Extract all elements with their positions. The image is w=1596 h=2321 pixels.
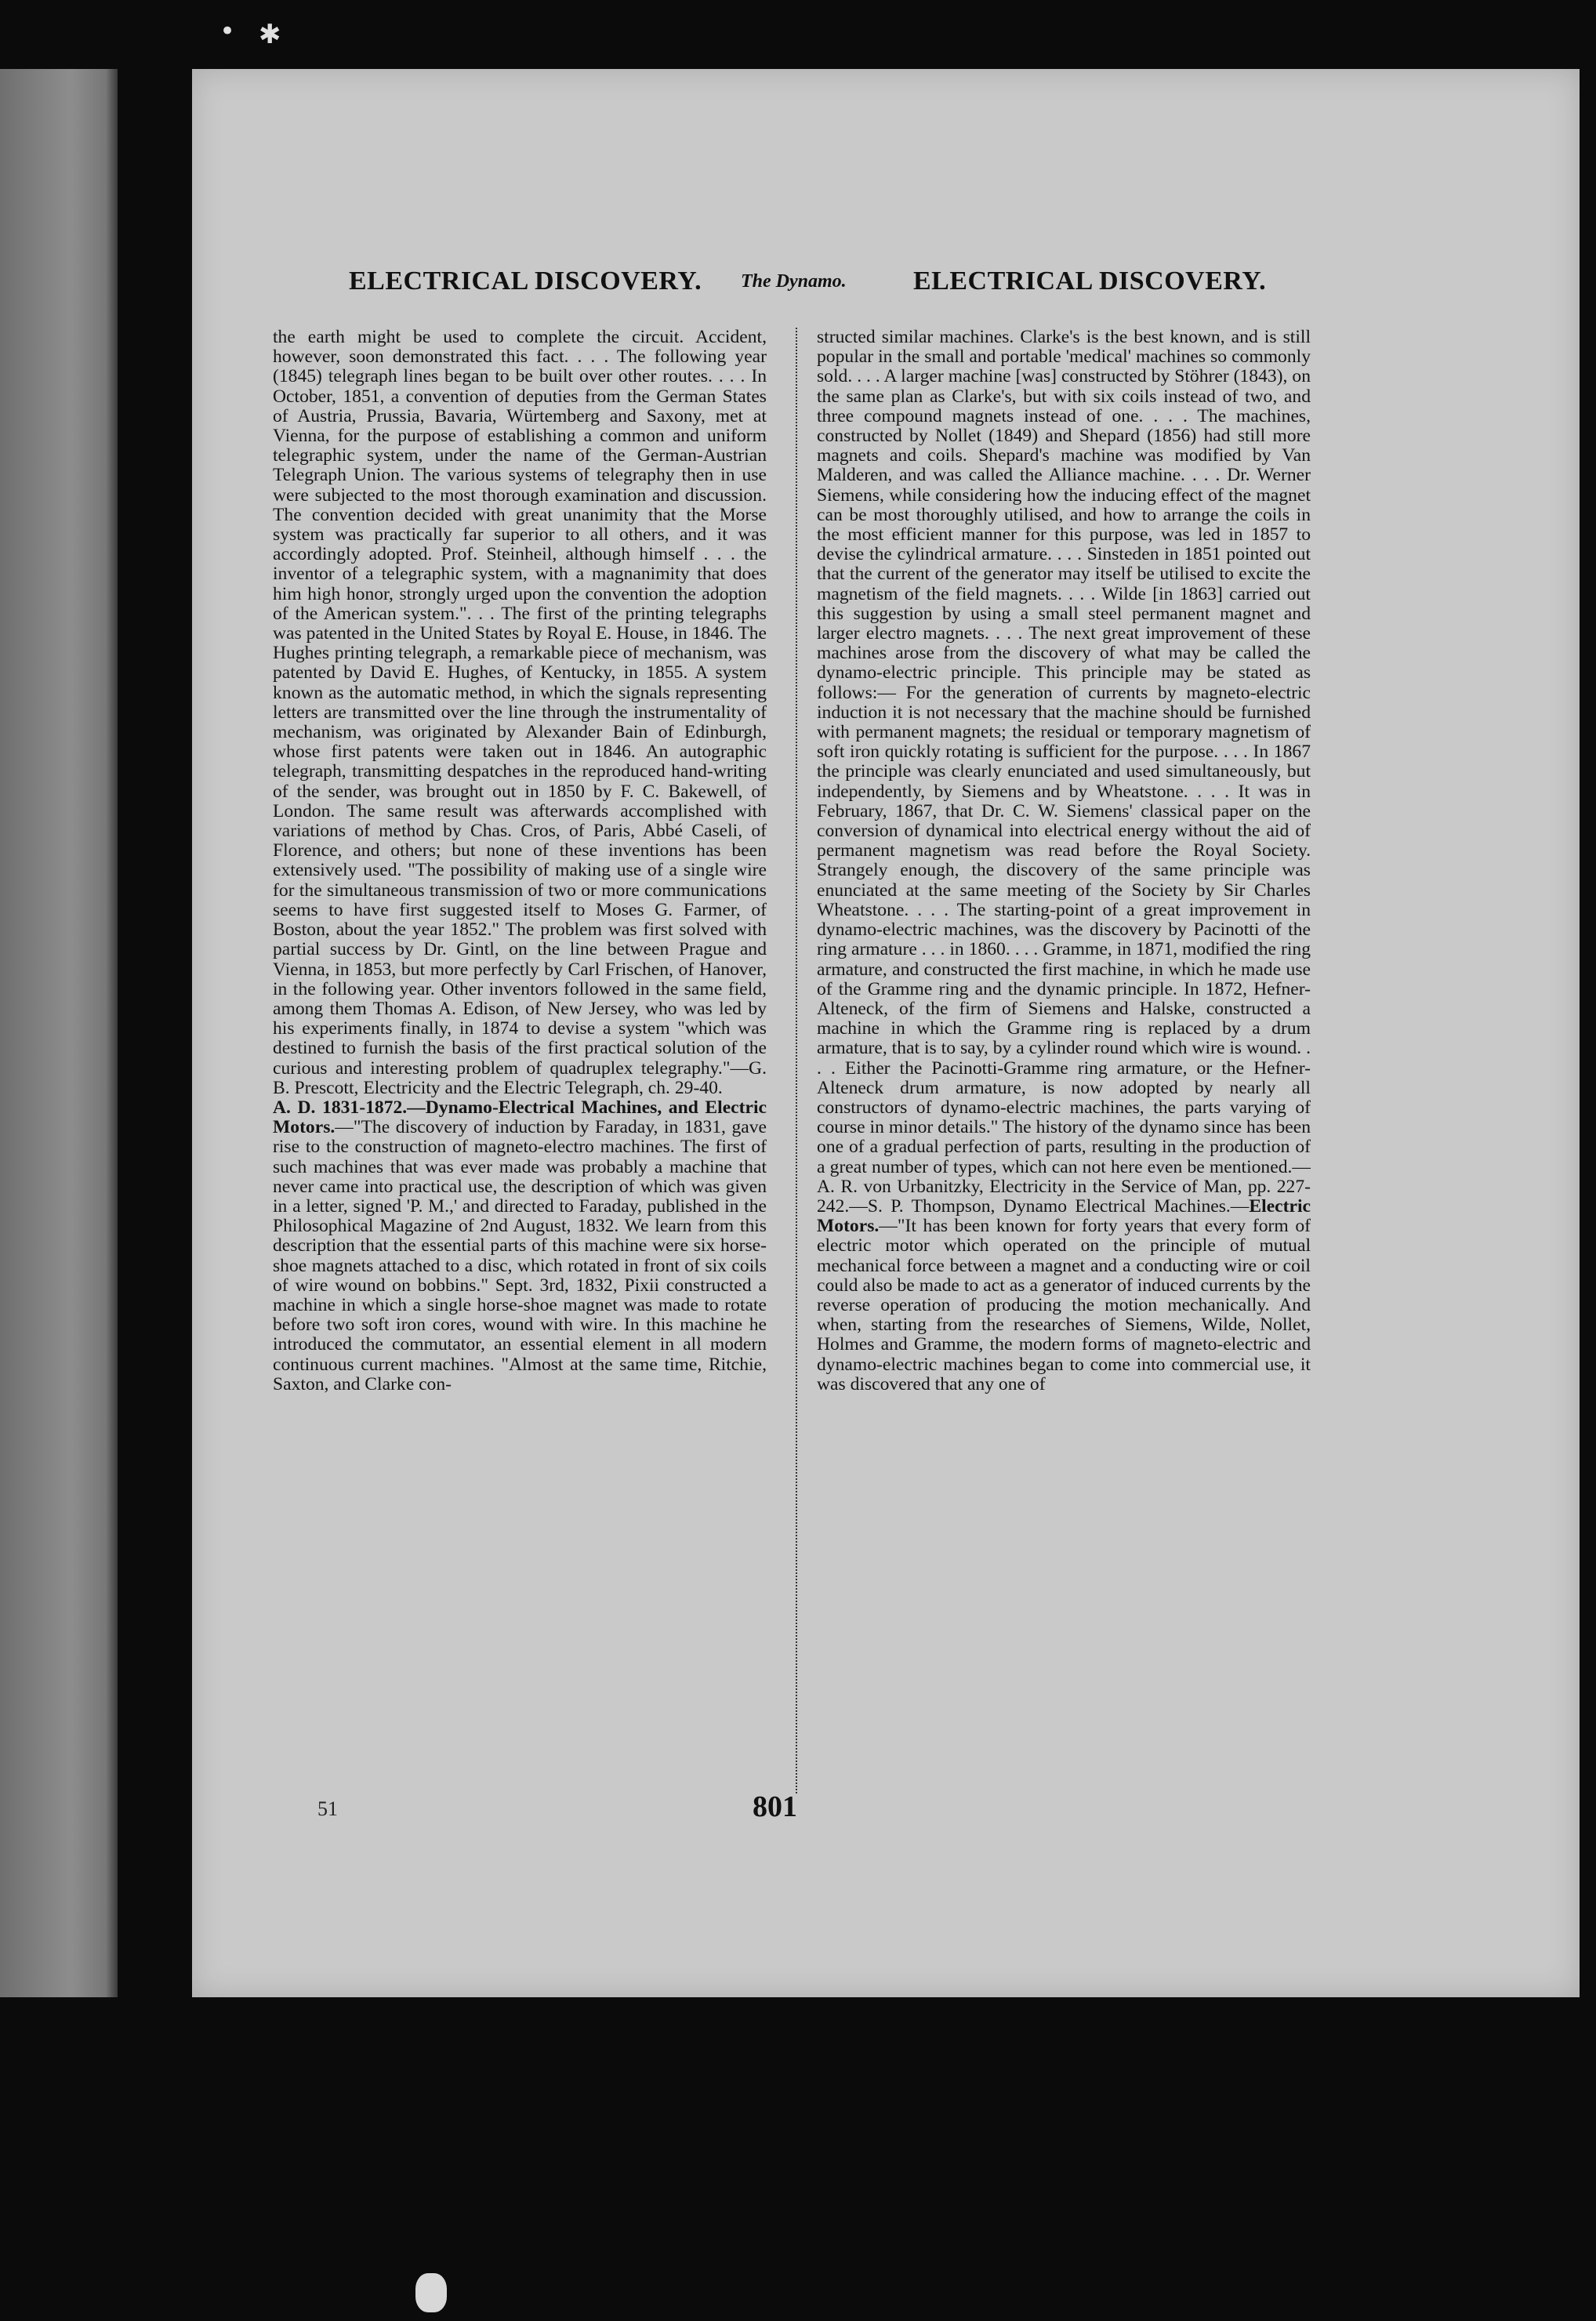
signature-mark: 51 (317, 1797, 338, 1820)
entry-heading-motors: Electric Motors. (817, 1195, 1311, 1237)
entry-heading-dynamo: A. D. 1831-1872.—Dynamo-Electrical Machines, and Electric Motors. (273, 1097, 767, 1138)
scan-artifact-mark: ✱ (259, 19, 281, 50)
header-left-title: ELECTRICAL DISCOVERY. (349, 267, 702, 296)
left-column-body-2: —"The discovery of induction by Faraday, in 1831, gave rise to the construction of magneto-electro machines. The first of such machines that was ever made was probably a machine that never came into practical use, the description of which was given in a letter, signed 'P. M.,' and directed to Faraday, published in the Philosophical Magazine of 2nd August, 1832. We learn from this description that the essential parts of this machine were six horse-shoe magnets attached to a disc, which rotated in front of six coils of wire wound on bobbins." Sept. 3rd, 1832, Pixii constructed a machine in which a single horse-shoe magnet was made to rotate before two soft iron cores, wound with wire. In this machine he introduced the commutator, an essential element in all modern continuous current machines. "Almost at the same time, Ritchie, Saxton, and Clarke con- (273, 1117, 767, 1394)
header-center-subject: The Dynamo. (741, 271, 847, 292)
right-column-body: structed similar machines. Clarke's is the best known, and is still popular in the small and portable 'medical' machines so commonly sold. . . . A larger machine [was] constructed by Stöhrer (1843), on the same plan as Clarke's, but with six coils instead of two, and three compound magnets instead of one. . . . The machines, constructed by Nollet (1849) and Shepard (1856) had still more magnets and coils. Shepard's machine was modified by Van Malderen, and was called the Alliance machine. . . . Dr. Werner Siemens, while considering how the inducing effect of the magnet can be most thoroughly utilised, and how to arrange the coils in the most efficient manner for this purpose, was led in 1857 to devise the cylindrical armature. . . . Sinsteden in 1851 pointed out that the current of the generator may itself be utilised to excite the magnetism of the field magnets. . . . Wilde [in 1863] carried out this suggestion by using a small steel permanent magnet and larger electro magnets. . . . The next great improvement of these machines arose from the discovery of what may be called the dynamo-electric principle. This principle may be stated as follows:— For the generation of currents by magneto-electric induction it is not necessary that the machine should be furnished with permanent magnets; the residual or temporary magnetism of soft iron quickly rotating is sufficient for the purpose. . . . In 1867 the principle was clearly enunciated and used simultaneously, but independently, by Siemens and by Wheatstone. . . . It was in February, 1867, that Dr. C. W. Siemens' classical paper on the conversion of dynamical into electrical energy without the aid of permanent magnetism was read before the Royal Society. Strangely enough, the discovery of the same principle was enunciated at the same meeting of the Society by Sir Charles Wheatstone. . . . The starting-point of a great improvement in dynamo-electric machines, was the discovery by Pacinotti of the ring armature . . . in 1860. . . . Gramme, in 1871, modified the ring armature, and constructed the first machine, in which he made use of the Gramme ring and the dynamic principle. In 1872, Hefner-Alteneck, of the firm of Siemens and Halske, constructed a machine in which the Gramme ring is replaced by a drum armature, that is to say, by a cylinder round which wire is wound. . . . Either the Pacinotti-Gramme ring armature, or the Hefner-Alteneck drum armature, is now adopted by nearly all constructors of dynamo-electric machines, the parts varying of course in minor details." The history of the dynamo since has been one of a gradual perfection of parts, resulting in the production of a great number of types, which can not here even be mentioned.—A. R. von Urbanitzky, Electricity in the Service of Man, pp. 227-242.—S. P. Thompson, Dynamo Electrical Machines.— (817, 328, 1311, 1217)
page-number: 801 (753, 1790, 797, 1823)
right-column-body-2: —"It has been known for forty years that every form of electric motor which operated on the principle of mutual mechanical force between a magnet and a conducting wire or coil could also be made to act as a generator of induced currents by the reverse operation of producing the motion mechanically. And when, starting from the researches of Siemens, Wilde, Nollet, Holmes and Gramme, the modern forms of magneto-electric and dynamo-electric machines began to come into commercial use, it was discovered that any one of (817, 1216, 1311, 1394)
left-column-entry (273, 1098, 767, 1394)
left-text-column (273, 328, 767, 1793)
adjacent-page-edge (0, 69, 118, 1997)
header-right-title: ELECTRICAL DISCOVERY. (913, 267, 1267, 296)
scan-artifact-blot (415, 2273, 447, 2312)
running-header (192, 267, 1580, 314)
column-divider (796, 328, 797, 1793)
scan-artifact-mark: • (219, 16, 236, 47)
left-column-body: the earth might be used to complete the circuit. Accident, however, soon demonstrated this fact. . . . The following year (1845) telegraph lines began to be built over other routes. . . . In October, 1851, a convention of deputies from the German States of Austria, Prussia, Bavaria, Würtemberg and Saxony, met at Vienna, for the purpose of establishing a common and uniform telegraphic system, under the name of the German-Austrian Telegraph Union. The various systems of telegraphy then in use were subjected to the most thorough examination and discussion. The convention decided with great unanimity that the Morse system was practically far superior to all others, and it was accordingly adopted. Prof. Steinheil, although himself . . . the inventor of a telegraphic system, with a magnanimity that does him high honor, strongly urged upon the convention the adoption of the American system.". . . The first of the printing telegraphs was patented in the United States by Royal E. House, in 1846. The Hughes printing telegraph, a remarkable piece of mechanism, was patented by David E. Hughes, of Kentucky, in 1855. A system known as the automatic method, in which the signals representing letters are transmitted over the line through the instrumentality of mechanism, was originated by Alexander Bain of Edinburgh, whose first patents were taken out in 1846. An autographic telegraph, transmitting despatches in the reproduced hand-writing of the sender, was brought out in 1850 by F. C. Bakewell, of London. The same result was afterwards accomplished with variations of method by Chas. Cros, of Paris, Abbé Caseli, of Florence, and others; but none of these inventions has been extensively used. "The possibility of making use of a single wire for the simultaneous transmission of two or more communications seems to have first suggested itself to Moses G. Farmer, of Boston, about the year 1852." The problem was first solved with partial success by Dr. Gintl, on the line between Prague and Vienna, in 1853, but more perfectly by Carl Frischen, of Hanover, in the following year. Other inventors followed in the same field, among them Thomas A. Edison, of New Jersey, who was led by his experiments finally, in 1874 to devise a system "which was destined to furnish the basis of the first practical solution of the curious and interesting problem of quadruplex telegraphy."—G. B. Prescott, Electricity and the Electric Telegraph, ch. 29-40. (273, 328, 767, 1098)
right-text-column (817, 328, 1311, 1793)
book-page (192, 69, 1580, 1997)
right-column-entry (817, 328, 1311, 1394)
